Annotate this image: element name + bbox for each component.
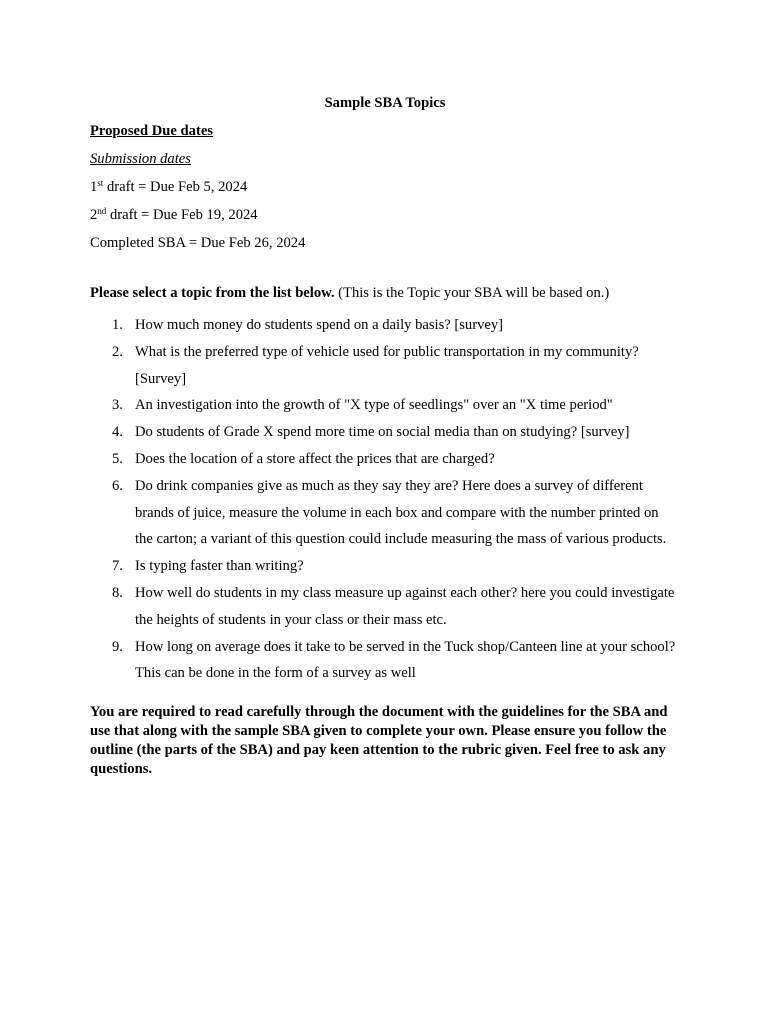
topic-instruction	[90, 282, 680, 304]
topic-list	[90, 312, 680, 687]
list-item-text: Is typing faster than writing?	[135, 558, 304, 575]
spacer	[90, 254, 680, 282]
list-item	[90, 312, 680, 339]
list-item-text: Do drink companies give as much as they say they are? Here does a survey of different brands of juice, measure the volume in each box and compare with the number printed on the carton; a variant of this question could include measuring the mass of various products.	[135, 477, 667, 548]
instruction-bold-text: Please select a topic from the list below.	[90, 285, 335, 301]
list-item-text: What is the preferred type of vehicle used for public transportation in my community? [Survey]	[135, 343, 639, 387]
list-item	[90, 446, 680, 473]
list-item	[90, 580, 680, 634]
list-item	[90, 473, 680, 553]
submission-dates-heading	[90, 148, 680, 170]
date-text: draft = Due Feb 19, 2024	[106, 207, 258, 223]
list-item-text: How long on average does it take to be served in the Tuck shop/Canteen line at your school? This can be done in the form of a survey as well	[135, 638, 676, 682]
list-item-number: 3.	[112, 397, 123, 414]
ordinal-number: 2	[90, 207, 98, 223]
list-item-number: 1.	[112, 317, 123, 333]
closing-instructions: You are required to read carefully through the document with the guidelines for the SBA and use that along with the sample SBA given to complete your own. Please ensure you follow the outline (the parts of the SBA) and pay keen attention to the rubric given. Feel free to ask any questions.	[90, 704, 668, 778]
list-item-text: An investigation into the growth of "X type of seedlings" over an "X time period"	[135, 397, 613, 414]
list-item-text: How well do students in my class measure up against each other? here you could investigate the heights of students in your class or their mass etc.	[135, 584, 675, 628]
list-item-text: How much money do students spend on a daily basis? [survey]	[135, 317, 504, 333]
list-item-text: Do students of Grade X spend more time on social media than on studying? [survey]	[135, 424, 630, 441]
list-item	[90, 339, 680, 393]
list-item-number: 4.	[112, 424, 123, 441]
second-draft-date	[90, 204, 680, 226]
proposed-due-dates-text: Proposed Due dates	[90, 123, 213, 139]
list-item	[90, 634, 680, 688]
date-text: draft = Due Feb 5, 2024	[103, 179, 248, 195]
first-draft-date	[90, 176, 680, 198]
proposed-due-dates-heading	[90, 120, 680, 142]
ordinal-suffix: nd	[97, 206, 107, 216]
submission-dates-text: Submission dates	[90, 151, 191, 167]
list-item	[90, 392, 680, 419]
list-item-number: 5.	[112, 450, 123, 467]
list-item-number: 2.	[112, 343, 123, 360]
list-item-number: 8.	[112, 584, 123, 601]
list-item	[90, 419, 680, 446]
document-title: Sample SBA Topics	[324, 95, 446, 111]
list-item	[90, 553, 680, 580]
instruction-rest-text: (This is the Topic your SBA will be based on.)	[334, 285, 610, 301]
list-item-number: 7.	[112, 558, 123, 575]
list-item-number: 6.	[112, 477, 123, 494]
ordinal-suffix: st	[97, 178, 104, 188]
list-item-text: Does the location of a store affect the prices that are charged?	[135, 450, 495, 467]
document-page	[90, 92, 680, 794]
ordinal-number: 1	[90, 179, 98, 195]
completed-sba-date: Completed SBA = Due Feb 26, 2024	[90, 235, 306, 251]
list-item-number: 9.	[112, 638, 123, 655]
